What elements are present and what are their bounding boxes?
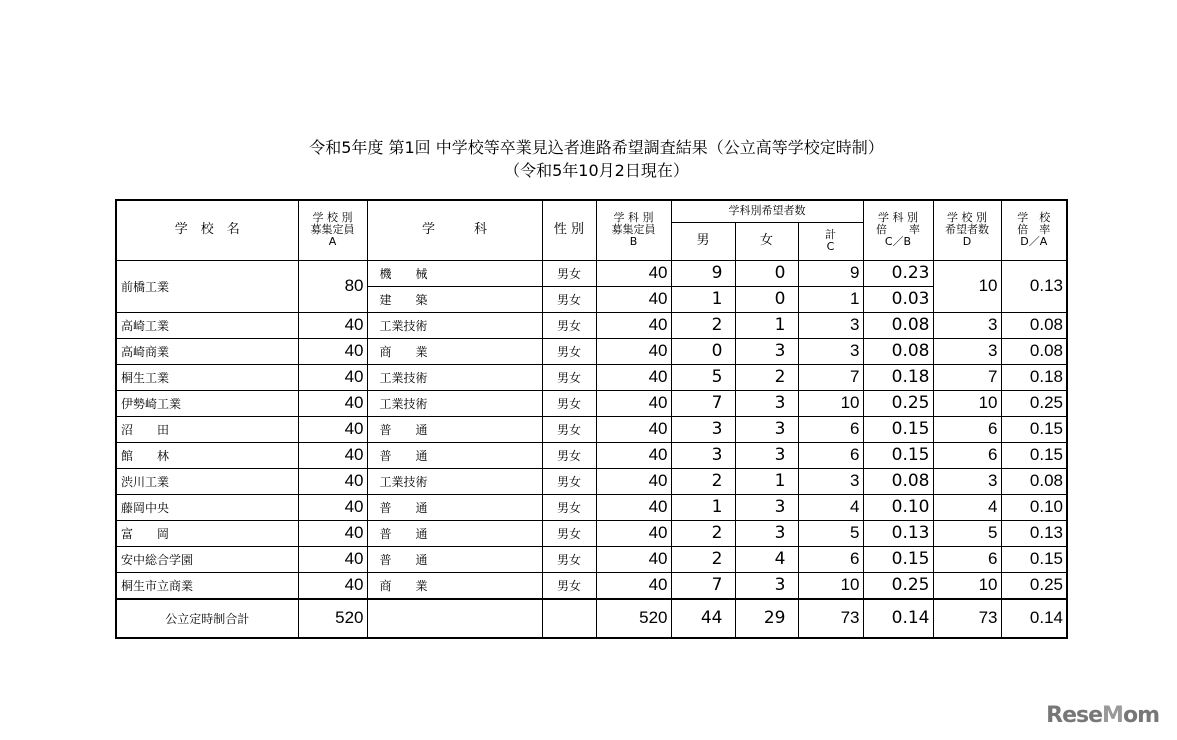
ratio-da: 0.15 <box>1001 442 1067 468</box>
total-c: 9 <box>798 260 863 286</box>
header-ratio-da: 学 校 倍 率 D／A <box>1001 200 1067 260</box>
school-name: 前橋工業 <box>116 260 298 312</box>
capacity-a: 40 <box>298 520 367 546</box>
department: 普 通 <box>367 494 542 520</box>
school-applicants-d: 5 <box>933 520 1001 546</box>
school-name: 伊勢崎工業 <box>116 390 298 416</box>
ratio-da: 0.08 <box>1001 338 1067 364</box>
school-name: 沼 田 <box>116 416 298 442</box>
school-applicants-d: 3 <box>933 312 1001 338</box>
ratio-cb: 0.25 <box>863 572 933 599</box>
school-applicants-d: 4 <box>933 494 1001 520</box>
header-female: 女 <box>735 222 798 260</box>
department: 建 築 <box>367 286 542 312</box>
table-row <box>116 364 1067 390</box>
total-c: 3 <box>798 312 863 338</box>
table-row <box>116 312 1067 338</box>
table-row <box>116 442 1067 468</box>
female-count: 0 <box>735 260 798 286</box>
school-applicants-d: 3 <box>933 338 1001 364</box>
header-school-d: 学 校 別 希望者数 D <box>933 200 1001 260</box>
female-count: 3 <box>735 390 798 416</box>
header-total-c: 計 C <box>798 222 863 260</box>
school-name: 渋川工業 <box>116 468 298 494</box>
capacity-a: 40 <box>298 312 367 338</box>
header-capacity-a: 学 校 別 募集定員 A <box>298 200 367 260</box>
capacity-a: 40 <box>298 364 367 390</box>
total-c: 6 <box>798 416 863 442</box>
ratio-da: 0.15 <box>1001 546 1067 572</box>
ratio-da: 0.13 <box>1001 260 1067 312</box>
capacity-a: 520 <box>298 599 367 638</box>
department: 普 通 <box>367 416 542 442</box>
school-applicants-d: 73 <box>933 599 1001 638</box>
school-name: 藤岡中央 <box>116 494 298 520</box>
sex: 男女 <box>542 546 596 572</box>
female-count: 3 <box>735 494 798 520</box>
total-c: 5 <box>798 520 863 546</box>
department <box>367 599 542 638</box>
header-applicants: 学科別希望者数 <box>671 200 863 222</box>
ratio-da: 0.08 <box>1001 312 1067 338</box>
table-row <box>116 494 1067 520</box>
male-count: 2 <box>671 520 735 546</box>
ratio-cb: 0.25 <box>863 390 933 416</box>
school-name: 高崎工業 <box>116 312 298 338</box>
ratio-da: 0.14 <box>1001 599 1067 638</box>
total-c: 73 <box>798 599 863 638</box>
sex: 男女 <box>542 390 596 416</box>
department: 工業技術 <box>367 468 542 494</box>
female-count: 29 <box>735 599 798 638</box>
capacity-a: 40 <box>298 468 367 494</box>
table-row <box>116 520 1067 546</box>
sex <box>542 599 596 638</box>
ratio-cb: 0.14 <box>863 599 933 638</box>
ratio-cb: 0.08 <box>863 312 933 338</box>
male-count: 1 <box>671 494 735 520</box>
header-school: 学 校 名 <box>116 200 298 260</box>
department: 商 業 <box>367 572 542 599</box>
document-subtitle: （令和5年10月2日現在） <box>504 161 689 180</box>
header-ratio-cb: 学 科 別 倍 率 C／B <box>863 200 933 260</box>
ratio-cb: 0.03 <box>863 286 933 312</box>
total-c: 1 <box>798 286 863 312</box>
table-row <box>116 338 1067 364</box>
results-table <box>115 199 1068 639</box>
capacity-b: 40 <box>596 520 671 546</box>
resemom-watermark-logo: ReseMom <box>1046 703 1159 728</box>
total-c: 6 <box>798 546 863 572</box>
sex: 男女 <box>542 260 596 286</box>
female-count: 0 <box>735 286 798 312</box>
female-count: 3 <box>735 442 798 468</box>
male-count: 0 <box>671 338 735 364</box>
capacity-a: 40 <box>298 546 367 572</box>
school-name: 公立定時制合計 <box>116 599 298 638</box>
ratio-da: 0.10 <box>1001 494 1067 520</box>
capacity-b: 40 <box>596 312 671 338</box>
total-c: 10 <box>798 390 863 416</box>
department: 工業技術 <box>367 312 542 338</box>
sex: 男女 <box>542 572 596 599</box>
capacity-b: 40 <box>596 364 671 390</box>
school-applicants-d: 10 <box>933 260 1001 312</box>
ratio-cb: 0.15 <box>863 442 933 468</box>
sex: 男女 <box>542 338 596 364</box>
capacity-b: 40 <box>596 260 671 286</box>
total-c: 7 <box>798 364 863 390</box>
total-row <box>116 599 1067 638</box>
male-count: 9 <box>671 260 735 286</box>
table-row <box>116 572 1067 599</box>
male-count: 7 <box>671 572 735 599</box>
ratio-cb: 0.18 <box>863 364 933 390</box>
school-name: 桐生市立商業 <box>116 572 298 599</box>
school-applicants-d: 7 <box>933 364 1001 390</box>
table-row <box>116 390 1067 416</box>
school-name: 安中総合学園 <box>116 546 298 572</box>
sex: 男女 <box>542 494 596 520</box>
capacity-a: 40 <box>298 338 367 364</box>
table-row <box>116 416 1067 442</box>
total-c: 3 <box>798 338 863 364</box>
school-name: 高崎商業 <box>116 338 298 364</box>
header-department: 学 科 <box>367 200 542 260</box>
female-count: 1 <box>735 312 798 338</box>
ratio-cb: 0.08 <box>863 468 933 494</box>
male-count: 7 <box>671 390 735 416</box>
department: 普 通 <box>367 442 542 468</box>
total-c: 10 <box>798 572 863 599</box>
header-capacity-b: 学 科 別 募集定員 B <box>596 200 671 260</box>
table-row <box>116 260 1067 286</box>
male-count: 44 <box>671 599 735 638</box>
female-count: 1 <box>735 468 798 494</box>
capacity-a: 40 <box>298 494 367 520</box>
total-c: 3 <box>798 468 863 494</box>
sex: 男女 <box>542 312 596 338</box>
capacity-b: 40 <box>596 572 671 599</box>
ratio-da: 0.15 <box>1001 416 1067 442</box>
ratio-da: 0.25 <box>1001 572 1067 599</box>
school-applicants-d: 3 <box>933 468 1001 494</box>
capacity-b: 40 <box>596 390 671 416</box>
male-count: 1 <box>671 286 735 312</box>
ratio-cb: 0.13 <box>863 520 933 546</box>
school-name: 富 岡 <box>116 520 298 546</box>
capacity-b: 520 <box>596 599 671 638</box>
sex: 男女 <box>542 520 596 546</box>
total-c: 4 <box>798 494 863 520</box>
ratio-da: 0.08 <box>1001 468 1067 494</box>
capacity-a: 40 <box>298 572 367 599</box>
female-count: 2 <box>735 364 798 390</box>
capacity-b: 40 <box>596 546 671 572</box>
male-count: 3 <box>671 416 735 442</box>
ratio-cb: 0.15 <box>863 546 933 572</box>
sex: 男女 <box>542 442 596 468</box>
ratio-da: 0.18 <box>1001 364 1067 390</box>
school-name: 桐生工業 <box>116 364 298 390</box>
capacity-b: 40 <box>596 338 671 364</box>
department: 普 通 <box>367 546 542 572</box>
ratio-cb: 0.08 <box>863 338 933 364</box>
male-count: 2 <box>671 312 735 338</box>
school-applicants-d: 6 <box>933 416 1001 442</box>
male-count: 5 <box>671 364 735 390</box>
male-count: 2 <box>671 468 735 494</box>
female-count: 3 <box>735 572 798 599</box>
department: 工業技術 <box>367 364 542 390</box>
capacity-a: 80 <box>298 260 367 312</box>
female-count: 4 <box>735 546 798 572</box>
capacity-a: 40 <box>298 390 367 416</box>
table-row <box>116 546 1067 572</box>
school-applicants-d: 6 <box>933 546 1001 572</box>
sex: 男女 <box>542 364 596 390</box>
sex: 男女 <box>542 416 596 442</box>
department: 機 械 <box>367 260 542 286</box>
ratio-da: 0.25 <box>1001 390 1067 416</box>
table-row <box>116 468 1067 494</box>
capacity-a: 40 <box>298 442 367 468</box>
capacity-b: 40 <box>596 442 671 468</box>
department: 普 通 <box>367 520 542 546</box>
ratio-cb: 0.23 <box>863 260 933 286</box>
document-title: 令和5年度 第1回 中学校等卒業見込者進路希望調査結果（公立高等学校定時制） <box>309 138 884 157</box>
ratio-cb: 0.15 <box>863 416 933 442</box>
school-applicants-d: 6 <box>933 442 1001 468</box>
ratio-cb: 0.10 <box>863 494 933 520</box>
school-applicants-d: 10 <box>933 390 1001 416</box>
header-sex: 性 別 <box>542 200 596 260</box>
capacity-b: 40 <box>596 494 671 520</box>
sex: 男女 <box>542 286 596 312</box>
school-name: 館 林 <box>116 442 298 468</box>
total-c: 6 <box>798 442 863 468</box>
male-count: 3 <box>671 442 735 468</box>
capacity-b: 40 <box>596 416 671 442</box>
school-applicants-d: 10 <box>933 572 1001 599</box>
ratio-da: 0.13 <box>1001 520 1067 546</box>
capacity-b: 40 <box>596 468 671 494</box>
male-count: 2 <box>671 546 735 572</box>
department: 商 業 <box>367 338 542 364</box>
female-count: 3 <box>735 416 798 442</box>
sex: 男女 <box>542 468 596 494</box>
header-male: 男 <box>671 222 735 260</box>
capacity-a: 40 <box>298 416 367 442</box>
female-count: 3 <box>735 520 798 546</box>
female-count: 3 <box>735 338 798 364</box>
capacity-b: 40 <box>596 286 671 312</box>
department: 工業技術 <box>367 390 542 416</box>
